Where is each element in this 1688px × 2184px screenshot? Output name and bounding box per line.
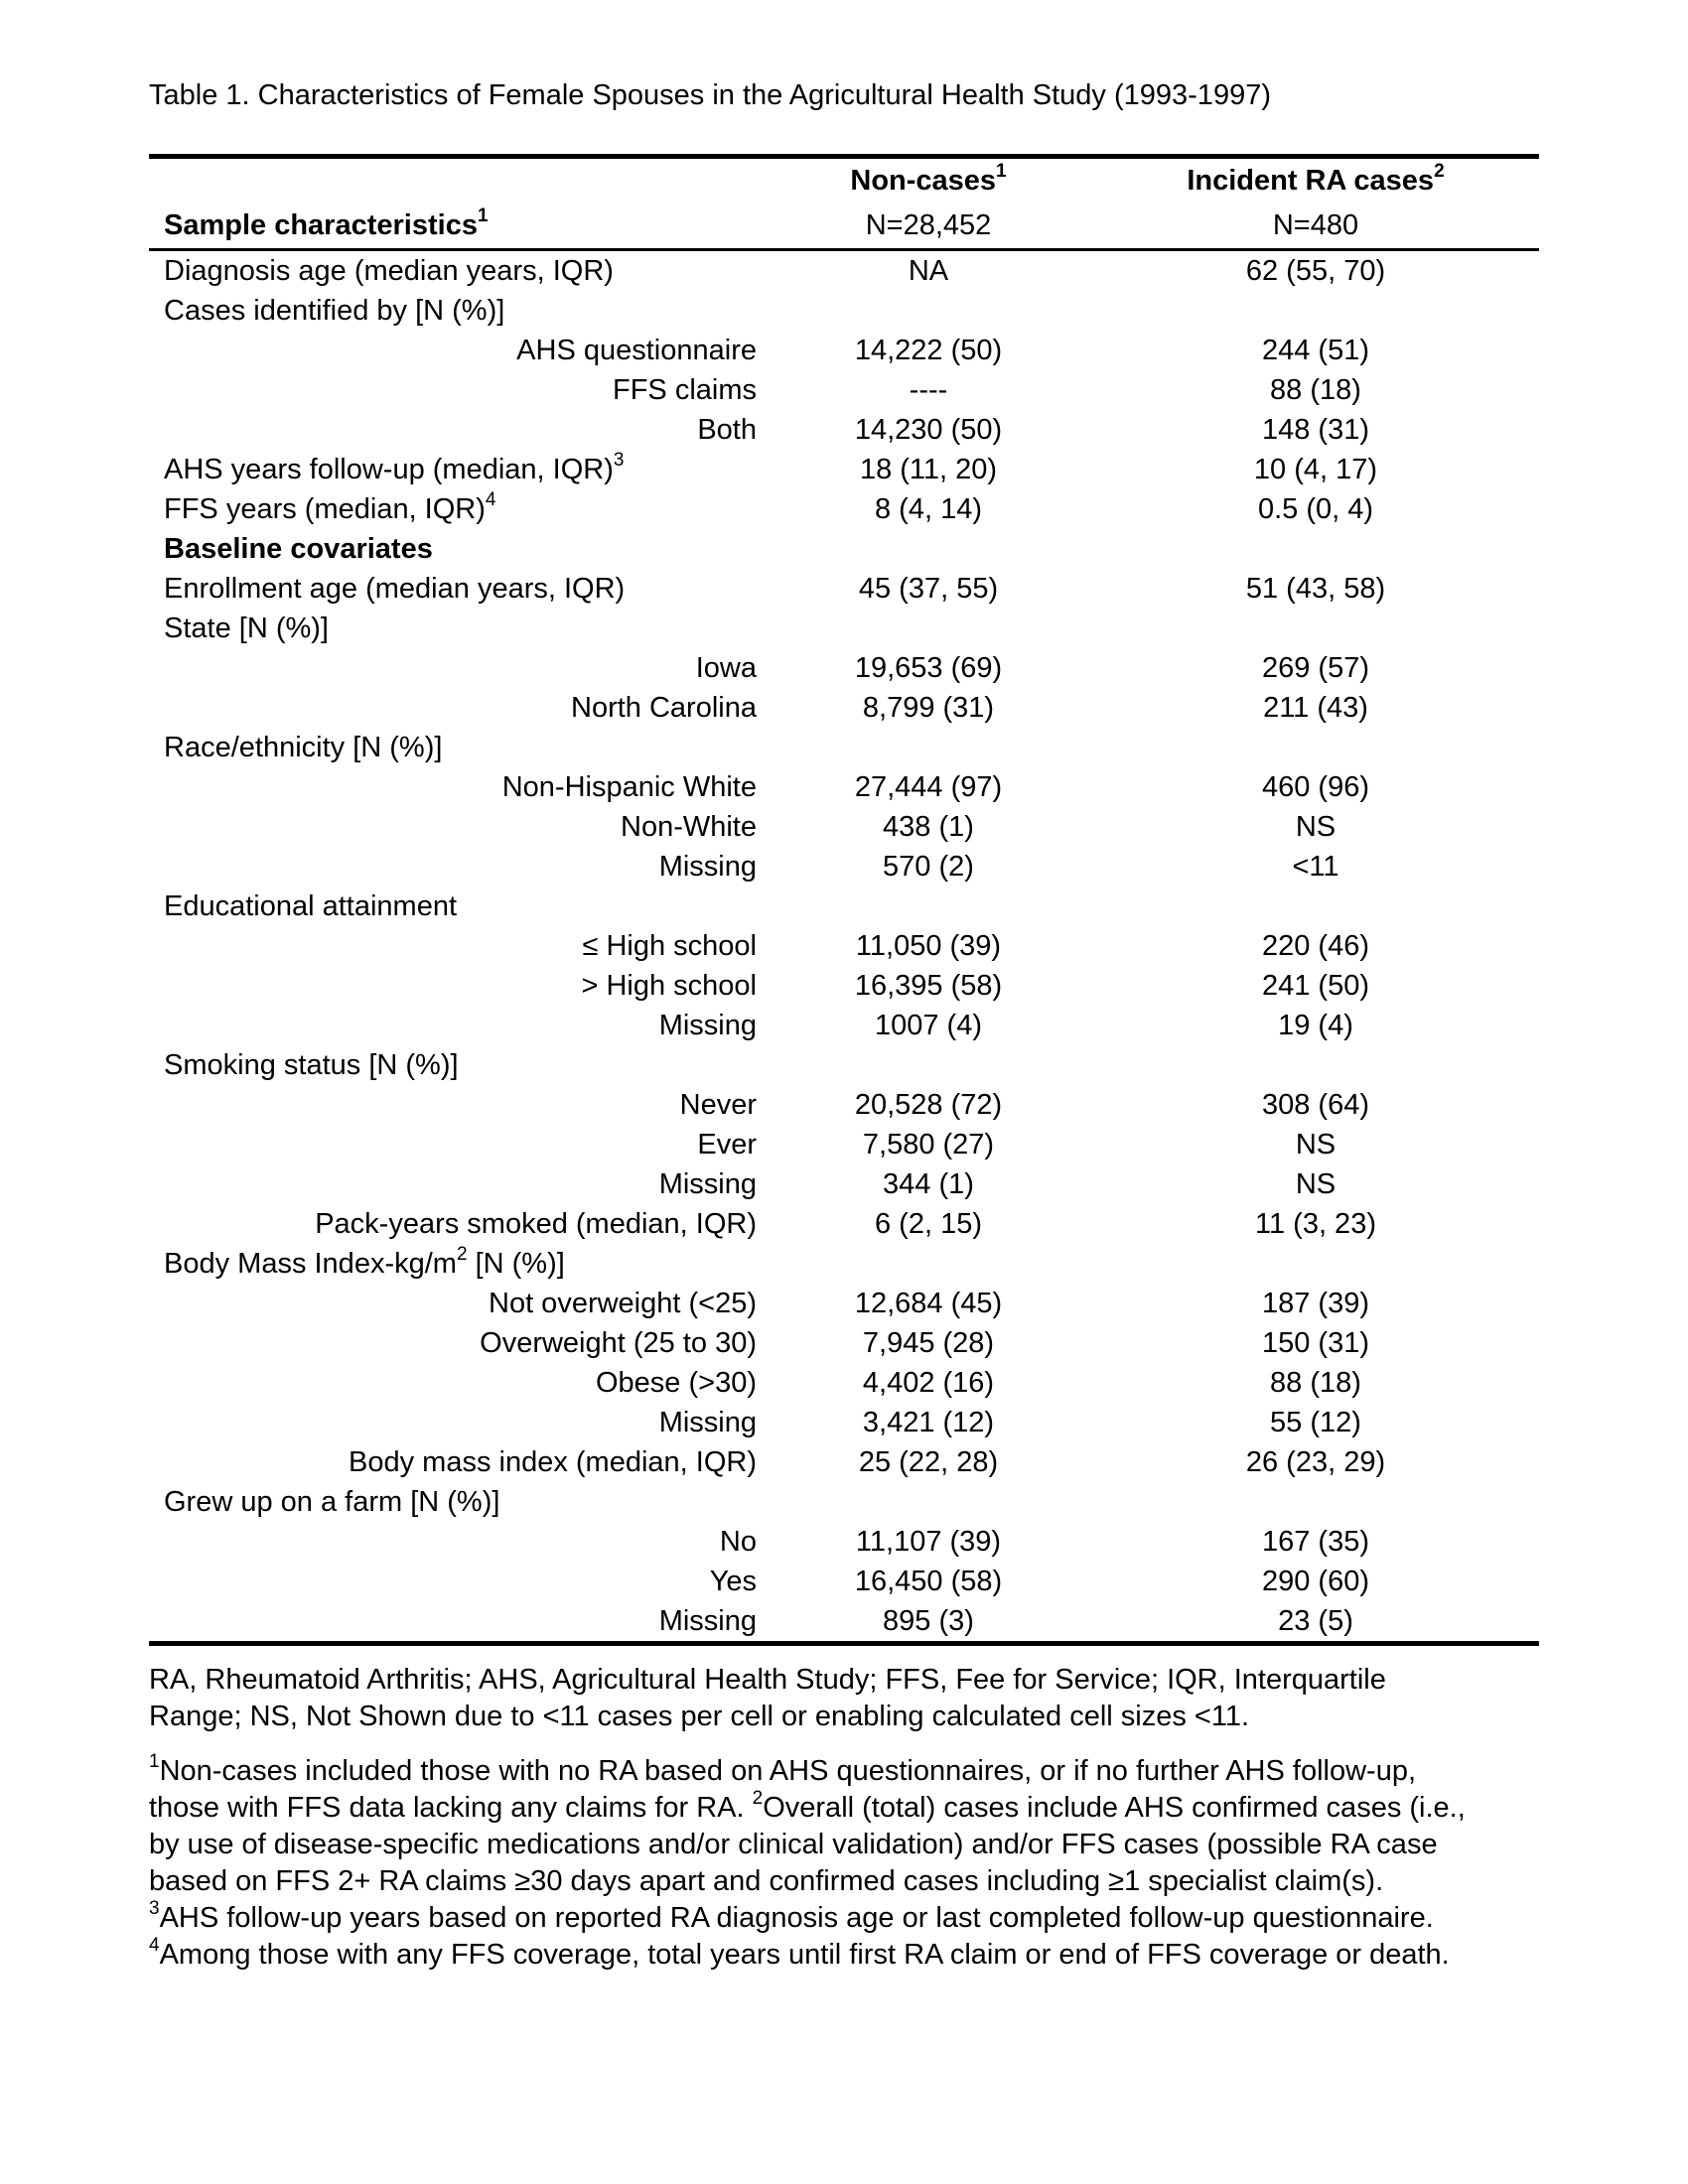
header-sample-characteristics-superscript: 1 [477, 205, 489, 227]
footnote-line: $^4$Among those with any FFS coverage, total years until first RA claim or end of FFS coverage or death. [149, 1935, 1450, 1971]
value-non-cases [765, 291, 1092, 331]
value-incident-ra-cases: 26 (23, 29) [1245, 1445, 1386, 1478]
row-label: Body Mass Index-$kg/m^2$ [N (%)] [164, 1243, 565, 1280]
value-non-cases: 45 (37, 55) [858, 572, 999, 605]
value-non-cases: 7,580 (27) [862, 1128, 995, 1160]
value-incident-ra-cases: 220 (46) [1261, 929, 1369, 962]
value-incident-ra-cases: 150 (31) [1261, 1326, 1369, 1359]
header-incident-ra-cases-label: Incident RA cases [1187, 165, 1435, 197]
value-incident-ra-cases: 55 (12) [1270, 1406, 1361, 1438]
row-label: Baseline covariates [164, 532, 433, 565]
value-non-cases: 895 (3) [883, 1604, 974, 1637]
value-incident-ra-cases: 148 (31) [1261, 413, 1369, 446]
value-non-cases: 11,050 (39) [855, 929, 1002, 962]
value-incident-ra-cases [1092, 887, 1539, 926]
header-spacer-cell [149, 157, 765, 205]
value-incident-ra-cases: 51 (43, 58) [1245, 572, 1386, 605]
value-incident-ra-cases: 290 (60) [1261, 1565, 1369, 1597]
value-incident-ra-cases: 88 (18) [1270, 373, 1361, 406]
table-row [149, 1244, 1539, 1284]
footnote-line: based on FFS 2+ RA claims ≥30 days apart and confirmed cases including ≥1 specialist claim(s). [149, 1865, 1384, 1897]
value-incident-ra-cases: 211 (43) [1263, 691, 1368, 724]
row-label: Body mass index (median, IQR) [349, 1445, 757, 1478]
value-incident-ra-cases: <11 [1292, 850, 1339, 883]
table-body [149, 250, 1539, 1644]
table-row [149, 1006, 1539, 1045]
row-label: ≤ High school [582, 929, 757, 962]
value-non-cases: 16,395 (58) [854, 969, 1003, 1002]
row-label: Missing [658, 1009, 757, 1041]
row-label: North Carolina [571, 691, 757, 724]
row-label: Overweight (25 to 30) [480, 1326, 757, 1359]
abbreviations-note [149, 1662, 1539, 1735]
table-row [149, 807, 1539, 847]
value-incident-ra-cases: 88 (18) [1270, 1366, 1361, 1399]
value-non-cases: 12,684 (45) [854, 1287, 1003, 1319]
value-non-cases: 18 (11, 20) [859, 453, 998, 485]
row-label: Diagnosis age (median years, IQR) [164, 254, 614, 287]
row-label: Grew up on a farm [N (%)] [164, 1485, 500, 1518]
value-non-cases: 16,450 (58) [854, 1565, 1003, 1597]
value-non-cases: ---- [909, 373, 948, 406]
abbreviation-line: RA, Rheumatoid Arthritis; AHS, Agricultural Health Study; FFS, Fee for Service; IQR, Interquartile [149, 1664, 1386, 1696]
header-row-groups [149, 157, 1539, 205]
value-non-cases [765, 529, 1092, 569]
row-label: State [N (%)] [164, 612, 329, 644]
value-non-cases: 438 (1) [883, 810, 974, 843]
table-row [149, 370, 1539, 410]
row-label: > High school [581, 969, 757, 1002]
value-non-cases: 8,799 (31) [862, 691, 995, 724]
row-label: Never [679, 1088, 757, 1121]
footnote-line: by use of disease-specific medications and/or clinical validation) and/or FFS cases (possible RA case [149, 1829, 1438, 1860]
value-non-cases: 4,402 (16) [862, 1366, 995, 1399]
table-row [149, 489, 1539, 529]
row-label: Race/ethnicity [N (%)] [164, 731, 443, 763]
table-row [149, 410, 1539, 450]
table-row [149, 1442, 1539, 1482]
table-row [149, 1045, 1539, 1085]
footnotes-paragraph [149, 1753, 1539, 1974]
value-incident-ra-cases: NS [1295, 810, 1336, 843]
row-label: Obese (>30) [595, 1366, 757, 1399]
table-row [149, 1125, 1539, 1164]
table-row [149, 728, 1539, 767]
value-incident-ra-cases [1092, 728, 1539, 767]
value-non-cases: 7,945 (28) [862, 1326, 995, 1359]
footnotes-area [149, 1662, 1539, 1974]
value-incident-ra-cases: 11 (3, 23) [1255, 1207, 1376, 1240]
table-row [149, 1164, 1539, 1204]
row-label: AHS questionnaire [516, 334, 757, 366]
row-label: Yes [709, 1565, 757, 1597]
value-incident-ra-cases [1092, 1045, 1539, 1085]
table-row [149, 767, 1539, 807]
row-label: Both [697, 413, 757, 446]
header-non-cases-label: Non-cases [850, 165, 997, 197]
value-non-cases: 14,222 (50) [854, 334, 1003, 366]
footnote-line: $^1$Non-cases included those with no RA based on AHS questionnaires, or if no further AHS follow-up, [149, 1751, 1417, 1787]
table-header [149, 157, 1539, 250]
table-row [149, 1085, 1539, 1125]
abbreviation-line: Range; NS, Not Shown due to <11 cases per cell or enabling calculated cell sizes <11. [149, 1701, 1250, 1732]
row-label: Cases identified by [N (%)] [164, 294, 505, 327]
value-incident-ra-cases: 19 (4) [1278, 1009, 1353, 1041]
table-row [149, 1403, 1539, 1442]
table-row [149, 1323, 1539, 1363]
value-non-cases [765, 728, 1092, 767]
value-non-cases: 570 (2) [883, 850, 974, 883]
value-non-cases: 3,421 (12) [862, 1406, 995, 1438]
table-row [149, 609, 1539, 648]
value-non-cases [765, 1482, 1092, 1522]
value-non-cases: 19,653 (69) [854, 651, 1003, 684]
table-row [149, 1482, 1539, 1522]
table-row [149, 966, 1539, 1006]
row-label: Missing [658, 1167, 757, 1200]
value-incident-ra-cases: 167 (35) [1261, 1525, 1369, 1558]
header-n-incident-ra-cases: N=480 [1272, 209, 1359, 241]
value-incident-ra-cases [1092, 609, 1539, 648]
header-col-non-cases [765, 157, 1092, 205]
row-label: No [719, 1525, 757, 1558]
table-row [149, 688, 1539, 728]
table-row [149, 648, 1539, 688]
row-label: Ever [697, 1128, 757, 1160]
row-label: Non-White [621, 810, 757, 843]
value-incident-ra-cases: 0.5 (0, 4) [1257, 492, 1374, 525]
value-non-cases [765, 609, 1092, 648]
row-label: Iowa [695, 651, 757, 684]
value-incident-ra-cases: 62 (55, 70) [1245, 254, 1386, 287]
row-label: Smoking status [N (%)] [164, 1048, 459, 1081]
table-row [149, 1284, 1539, 1323]
table-row [149, 847, 1539, 887]
value-incident-ra-cases: 187 (39) [1261, 1287, 1369, 1319]
characteristics-table [149, 154, 1539, 1646]
row-label: Non-Hispanic White [501, 770, 757, 803]
table-row [149, 1204, 1539, 1244]
header-col-sample-characteristics [149, 204, 765, 250]
row-label: Educational attainment [164, 889, 458, 922]
row-label: AHS years follow-up (median, IQR)$^3$ [164, 449, 625, 485]
value-incident-ra-cases [1092, 529, 1539, 569]
footnote-line: $^3$AHS follow-up years based on reported RA diagnosis age or last completed follow-up questionnaire. [149, 1898, 1434, 1934]
value-incident-ra-cases [1092, 1244, 1539, 1284]
value-non-cases: 14,230 (50) [854, 413, 1003, 446]
value-non-cases: 20,528 (72) [854, 1088, 1003, 1121]
value-incident-ra-cases: NS [1295, 1167, 1336, 1200]
header-col-incident-ra-cases [1092, 157, 1539, 205]
header-sample-characteristics-label: Sample characteristics [164, 209, 478, 241]
footnote-line: those with FFS data lacking any claims for RA. $^2$Overall (total) cases include AHS confirmed cases (i.e., [149, 1788, 1466, 1824]
value-non-cases [765, 1244, 1092, 1284]
value-incident-ra-cases: 241 (50) [1261, 969, 1369, 1002]
table-row [149, 291, 1539, 331]
table-row [149, 1363, 1539, 1403]
row-label: Missing [658, 1406, 757, 1438]
table-row [149, 1601, 1539, 1644]
table-row [149, 1562, 1539, 1601]
value-non-cases: 344 (1) [883, 1167, 974, 1200]
table-row [149, 1522, 1539, 1562]
table-title: Table 1. Characteristics of Female Spouses in the Agricultural Health Study (1993-1997) [149, 79, 1271, 111]
value-non-cases: 25 (22, 28) [858, 1445, 999, 1478]
value-non-cases: 27,444 (97) [854, 770, 1003, 803]
header-incident-ra-cases-superscript: 2 [1434, 161, 1445, 183]
header-row-n [149, 204, 1539, 250]
row-label: FFS years (median, IQR)$^4$ [164, 488, 496, 525]
value-non-cases: 8 (4, 14) [875, 492, 982, 525]
value-incident-ra-cases: NS [1295, 1128, 1336, 1160]
header-n-non-cases: N=28,452 [865, 209, 992, 241]
value-incident-ra-cases: 10 (4, 17) [1253, 453, 1378, 485]
value-non-cases: 1007 (4) [874, 1009, 982, 1041]
value-incident-ra-cases: 308 (64) [1261, 1088, 1369, 1121]
table-row [149, 887, 1539, 926]
row-label: Missing [658, 850, 757, 883]
row-label: Not overweight (<25) [489, 1287, 757, 1319]
row-label: FFS claims [613, 373, 757, 406]
value-non-cases: 11,107 (39) [855, 1525, 1002, 1558]
table-row [149, 250, 1539, 292]
row-label: Pack-years smoked (median, IQR) [315, 1207, 757, 1240]
value-incident-ra-cases [1092, 1482, 1539, 1522]
table-row [149, 331, 1539, 370]
value-incident-ra-cases: 244 (51) [1261, 334, 1369, 366]
value-incident-ra-cases: 23 (5) [1278, 1604, 1353, 1637]
table-row [149, 529, 1539, 569]
table-row [149, 450, 1539, 489]
value-incident-ra-cases: 460 (96) [1261, 770, 1369, 803]
value-non-cases [765, 1045, 1092, 1085]
row-label: Enrollment age (median years, IQR) [164, 572, 626, 605]
header-non-cases-superscript: 1 [996, 161, 1007, 183]
table-row [149, 926, 1539, 966]
value-incident-ra-cases [1092, 291, 1539, 331]
table-row [149, 569, 1539, 609]
value-incident-ra-cases: 269 (57) [1261, 651, 1369, 684]
value-non-cases: 6 (2, 15) [875, 1207, 982, 1240]
value-non-cases: NA [908, 254, 949, 287]
value-non-cases [765, 887, 1092, 926]
row-label: Missing [658, 1604, 757, 1637]
